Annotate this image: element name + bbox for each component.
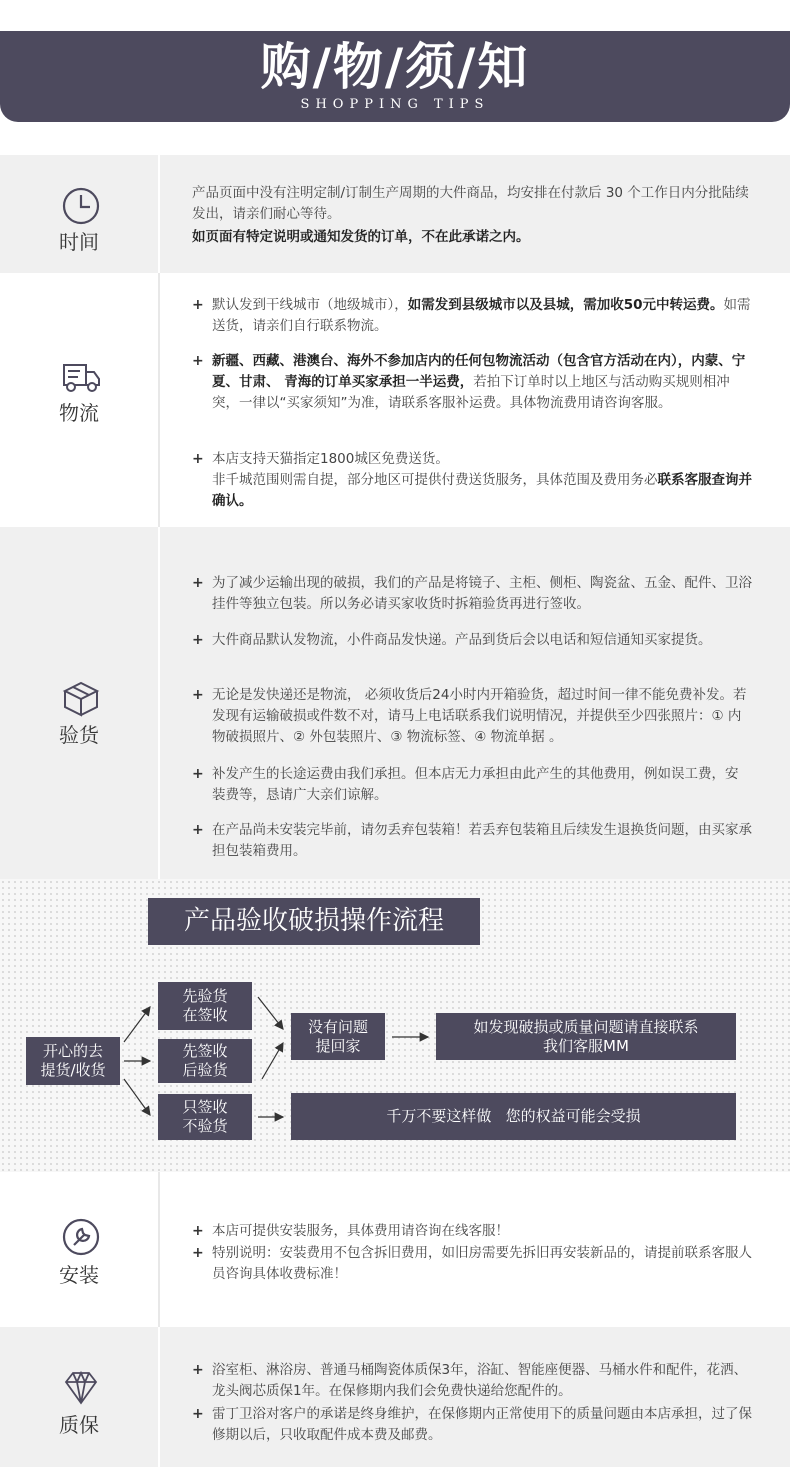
install-label: 安装: [59, 1263, 99, 1287]
logistics-item-3: [192, 449, 752, 512]
plus-icon: +: [192, 822, 204, 838]
flow-ok-box: 没有问题 提回家: [291, 1013, 385, 1060]
section-divider: [158, 1327, 160, 1467]
inspection-item-5-text: 在产品尚未安装完毕前，请勿丢弃包装箱！若丢弃包装箱且后续发生退换货问题，由买家承担包装箱费用。: [212, 822, 752, 859]
logistics-item-2-a: 新疆、西藏、港澳台、海外不参加店内的任何包物流活动（包含官方活动在内），内蒙、宁夏、甘肃、 青海的订单买家承担一半运费，: [212, 353, 746, 390]
arrow-start-to-opt3: [124, 1079, 150, 1115]
plus-icon: +: [192, 353, 204, 369]
plus-icon: +: [192, 1362, 204, 1378]
plus-icon: +: [192, 687, 204, 703]
logistics-item-1-b: 如需发到县级城市以及县城，需加收50元中转运费。: [407, 297, 724, 313]
section-divider: [158, 273, 160, 527]
install-item-1-text: 本店可提供安装服务，具体费用请咨询在线客服！: [212, 1223, 509, 1239]
install-item-2-text: 特别说明：安装费用不包含拆旧费用，如旧房需要先拆旧再安装新品的，请提前联系客服人员咨询具体收费标准！: [212, 1245, 752, 1282]
plus-icon: +: [192, 632, 204, 648]
time-section: [0, 155, 790, 273]
time-line-1: 产品页面中没有注明定制/订制生产周期的大件商品，均安排在付款后 30 个工作日内分批陆续发出，请亲们耐心等待。: [192, 185, 749, 222]
time-line-2: 如页面有特定说明或通知发货的订单，不在此承诺之内。: [192, 229, 530, 245]
inspection-item-4: [192, 764, 752, 806]
inspection-item-2-text: 大件商品默认发物流，小件商品发快递。产品到货后会以电话和短信通知买家提货。: [212, 632, 712, 648]
logistics-item-3-b: 非千城范围则需自提，部分地区可提供付费送货服务，具体范围及费用务必: [212, 472, 658, 488]
arrow-opt1-to-ok: [258, 997, 283, 1029]
plus-icon: +: [192, 575, 204, 591]
logistics-section: [0, 273, 790, 527]
flow-contact-box: 如发现破损或质量问题请直接联系 我们客服MM: [436, 1013, 736, 1060]
page-title: 购/物/须/知: [260, 38, 530, 96]
inspection-item-3-text: 无论是发快递还是物流， 必须收货后24小时内开箱验货，超过时间一律不能免费补发。若发现有运输破损或件数不对，请马上电话联系我们说明情况，并提供至少四张照片：① 内物破损照片、② 外包装照片、③ 物流标签、④ 物流单据 。: [212, 687, 747, 745]
time-label: 时间: [59, 230, 99, 254]
warranty-section: [0, 1327, 790, 1467]
warranty-item-2-text: 雷丁卫浴对客户的承诺是终身维护，在保修期内正常使用下的质量问题由本店承担，过了保修期以后，只收取配件成本费及邮费。: [212, 1406, 752, 1443]
plus-icon: +: [192, 451, 204, 467]
truck-icon: [60, 355, 102, 397]
install-item-1: [192, 1221, 752, 1242]
diamond-icon: [60, 1367, 102, 1409]
warranty-item-1-text: 浴室柜、淋浴房、普通马桶陶瓷体质保3年，浴缸、智能座便器、马桶水件和配件，花洒、龙头阀芯质保1年。在保修期内我们会免费快递给您配件的。: [212, 1362, 748, 1399]
flow-start-box: 开心的去 提货/收货: [26, 1037, 120, 1085]
section-divider: [158, 527, 160, 879]
warranty-label: 质保: [59, 1413, 99, 1437]
inspection-item-3: [192, 685, 752, 748]
logistics-item-2-b: 若拍下订单时以上地区与活动购买规则相冲突，一律以“买家须知”为准，请联系客服补运费。具体物流费用请咨询客服。: [212, 374, 730, 411]
logistics-item-3-c: 联系客服查询并确认。: [212, 472, 752, 509]
section-divider: [158, 155, 160, 273]
inspection-label: 验货: [59, 723, 99, 747]
header-banner: [0, 31, 790, 122]
wrench-icon: [60, 1216, 102, 1258]
warranty-item-1: [192, 1360, 752, 1402]
warranty-item-2: [192, 1404, 752, 1446]
plus-icon: +: [192, 1406, 204, 1422]
page-subtitle: SHOPPING TIPS: [300, 97, 490, 112]
plus-icon: +: [192, 1245, 204, 1261]
arrow-opt2-to-ok: [262, 1043, 283, 1079]
inspection-item-2: [192, 630, 752, 651]
inspection-item-5: [192, 820, 752, 862]
logistics-item-1-a: 默认发到干线城市（地级城市），: [212, 297, 408, 313]
logistics-label: 物流: [59, 401, 99, 425]
arrow-start-to-opt1: [124, 1007, 150, 1042]
flow-option-1-box: 先验货 在签收: [158, 982, 252, 1030]
flow-option-2-box: 先签收 后验货: [158, 1039, 252, 1083]
flow-warning-box: 千万不要这样做 您的权益可能会受损: [291, 1093, 736, 1140]
plus-icon: +: [192, 1223, 204, 1239]
logistics-item-1-c: 如需送货，请亲们自行联系物流。: [212, 297, 751, 334]
logistics-item-1: [192, 295, 752, 337]
install-item-2: [192, 1243, 752, 1285]
install-section: [0, 1172, 790, 1327]
time-text: [192, 183, 752, 248]
clock-icon: [60, 185, 102, 227]
flow-arrows: [0, 879, 790, 1172]
inspection-item-1-text: 为了减少运输出现的破损，我们的产品是将镜子、主柜、侧柜、陶瓷盆、五金、配件、卫浴挂件等独立包装。所以务必请买家收货时拆箱验货再进行签收。: [212, 575, 752, 612]
inspection-item-4-text: 补发产生的长途运费由我们承担。但本店无力承担由此产生的其他费用，例如误工费，安 装费等，恳请广大亲们谅解。: [212, 766, 739, 803]
inspection-section: [0, 527, 790, 879]
logistics-item-2: [192, 351, 752, 414]
logistics-item-3-a: 本店支持天猫指定1800城区免费送货。: [212, 451, 449, 467]
flow-option-3-box: 只签收 不验货: [158, 1094, 252, 1140]
plus-icon: +: [192, 297, 204, 313]
flow-title: 产品验收破损操作流程: [148, 898, 480, 945]
inspection-item-1: [192, 573, 752, 615]
section-divider: [158, 1172, 160, 1327]
box-icon: [60, 677, 102, 719]
plus-icon: +: [192, 766, 204, 782]
